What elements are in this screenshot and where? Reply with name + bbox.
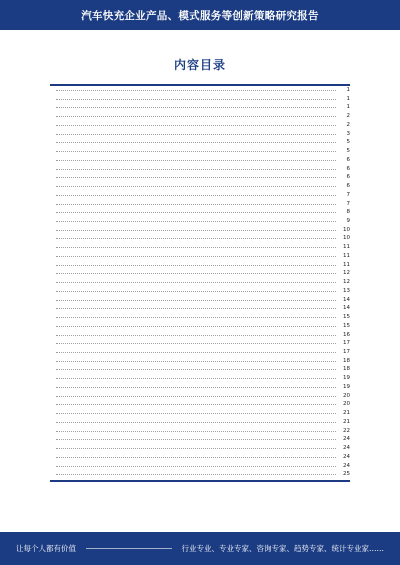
toc-leader (56, 422, 336, 423)
toc-entry-page: 15 (343, 314, 350, 321)
footer-tagline: 行业专业、专业专家、咨询专家、趋势专家、统计专业家…… (181, 544, 384, 553)
toc-entry-page: 14 (343, 296, 350, 303)
toc-leader (56, 99, 336, 100)
toc-heading: 内容目录 (173, 58, 226, 72)
toc-leader (56, 107, 336, 108)
toc-entry-page: 7 (346, 200, 350, 207)
toc-leader (56, 335, 336, 336)
toc-entry-page: 5 (346, 139, 350, 146)
toc-entry[interactable] (50, 296, 350, 305)
toc-leader (56, 387, 336, 388)
toc-leader (56, 160, 336, 161)
toc-entry[interactable] (50, 462, 350, 471)
toc-entry[interactable] (50, 103, 350, 112)
toc-entry-page: 21 (343, 418, 350, 425)
toc-entry[interactable] (50, 278, 350, 287)
toc-entry-page: 5 (346, 148, 350, 155)
toc-entry[interactable] (50, 304, 350, 313)
toc-entry[interactable] (50, 147, 350, 156)
toc-entry-page: 9 (346, 218, 350, 224)
toc-entry[interactable] (50, 165, 350, 174)
toc-entry-page: 2 (346, 113, 350, 120)
toc-entry[interactable] (50, 191, 350, 200)
toc-entry[interactable] (50, 418, 350, 427)
toc-entry-page: 14 (343, 305, 350, 312)
toc-entry[interactable] (50, 339, 350, 348)
toc-entry-page: 17 (343, 349, 350, 355)
toc-entry-page: 8 (346, 209, 350, 216)
toc-entry-page: 10 (343, 226, 350, 233)
toc-leader (56, 308, 336, 309)
toc-entry[interactable] (50, 182, 350, 191)
toc-entry[interactable] (50, 365, 350, 374)
toc-entry-page: 17 (343, 340, 350, 347)
toc-entry-page: 6 (346, 165, 350, 172)
toc-entry[interactable] (50, 226, 350, 235)
toc-entry-page: 1 (346, 104, 350, 111)
toc-leader (56, 169, 336, 170)
toc-entry[interactable] (50, 86, 350, 95)
toc-entry-page: 20 (343, 401, 350, 408)
toc-entry[interactable] (50, 243, 350, 252)
toc-entry-page: 18 (343, 366, 350, 373)
toc-entry[interactable] (50, 112, 350, 121)
footer-divider (86, 548, 172, 549)
toc-entry-page: 3 (346, 130, 350, 137)
toc-entry-page: 19 (343, 383, 350, 390)
toc-leader (56, 431, 336, 432)
toc-entry[interactable] (50, 234, 350, 243)
report-header (0, 0, 400, 30)
toc-leader (56, 326, 336, 327)
toc-leader (56, 439, 336, 440)
toc-entry-page: 1 (346, 95, 350, 102)
toc-entry[interactable] (50, 95, 350, 104)
toc-leader (56, 265, 336, 266)
toc-leader (56, 134, 336, 135)
toc-entry-page: 24 (343, 436, 350, 443)
toc-entry-page: 16 (343, 331, 350, 338)
toc-entry-page: 7 (346, 191, 350, 198)
toc-leader (56, 317, 336, 318)
toc-entry[interactable] (50, 400, 350, 409)
toc-leader (56, 247, 336, 248)
toc-entry[interactable] (50, 313, 350, 322)
table-of-contents (50, 84, 350, 482)
toc-leader (56, 404, 336, 405)
toc-entry[interactable] (50, 348, 350, 357)
toc-entry-page: 11 (343, 244, 350, 251)
toc-entry[interactable] (50, 322, 350, 331)
toc-entry[interactable] (50, 156, 350, 165)
toc-leader (56, 90, 336, 91)
toc-leader (56, 448, 336, 449)
toc-leader (56, 273, 336, 274)
toc-leader (56, 256, 336, 257)
toc-entry[interactable] (50, 444, 350, 453)
toc-entry[interactable] (50, 287, 350, 296)
toc-leader (56, 204, 336, 205)
toc-entry[interactable] (50, 121, 350, 130)
toc-entry[interactable] (50, 269, 350, 278)
toc-entry[interactable] (50, 252, 350, 261)
toc-entry-page: 11 (343, 261, 350, 268)
toc-entry-page: 20 (343, 392, 350, 399)
toc-leader (56, 343, 336, 344)
toc-entry-page: 11 (343, 252, 350, 259)
toc-leader (56, 457, 336, 458)
toc-entry-page: 19 (343, 375, 350, 382)
toc-entry[interactable] (50, 435, 350, 444)
toc-leader (56, 352, 336, 353)
toc-entry-page: 12 (343, 270, 350, 277)
toc-entry-page: 24 (343, 462, 350, 469)
toc-entry[interactable] (50, 470, 350, 479)
toc-entry-page: 15 (343, 322, 350, 329)
toc-entry-page: 6 (346, 174, 350, 181)
toc-entry-page: 13 (343, 287, 350, 294)
toc-entry[interactable] (50, 427, 350, 436)
toc-entry-page: 21 (343, 410, 350, 417)
toc-leader (56, 300, 336, 301)
toc-entry-page: 10 (343, 235, 350, 242)
toc-entry[interactable] (50, 130, 350, 139)
toc-entry[interactable] (50, 200, 350, 209)
toc-entry[interactable] (50, 217, 350, 226)
toc-entry-page: 6 (346, 183, 350, 190)
toc-leader (56, 116, 336, 117)
toc-leader (56, 177, 336, 178)
toc-entry[interactable] (50, 208, 350, 217)
toc-leader (56, 291, 336, 292)
toc-leader (56, 151, 336, 152)
toc-entry-page: 12 (343, 279, 350, 286)
toc-entry-page: 24 (343, 453, 350, 460)
toc-entry-page: 6 (346, 156, 350, 163)
toc-leader (56, 282, 336, 283)
toc-leader (56, 466, 336, 467)
toc-leader (56, 369, 336, 370)
toc-entry[interactable] (50, 374, 350, 383)
toc-entry[interactable] (50, 261, 350, 270)
toc-leader (56, 361, 336, 362)
report-title: 汽车快充企业产品、模式服务等创新策略研究报告 (81, 9, 319, 22)
toc-leader (56, 221, 336, 222)
toc-leader (56, 212, 336, 213)
footer-slogan: 让每个人都有价值 (16, 544, 76, 553)
toc-entry[interactable] (50, 331, 350, 340)
toc-leader (56, 413, 336, 414)
toc-entry-page: 18 (343, 357, 350, 364)
toc-entry-page: 2 (346, 121, 350, 128)
toc-leader (56, 186, 336, 187)
toc-leader (56, 125, 336, 126)
toc-leader (56, 238, 336, 239)
toc-entry[interactable] (50, 392, 350, 401)
toc-entry[interactable] (50, 383, 350, 392)
toc-entry[interactable] (50, 138, 350, 147)
toc-entry-page: 22 (343, 427, 350, 434)
toc-entry[interactable] (50, 453, 350, 462)
toc-entry[interactable] (50, 173, 350, 182)
toc-leader (56, 142, 336, 143)
toc-leader (56, 474, 336, 475)
toc-entry[interactable] (50, 409, 350, 418)
toc-leader (56, 396, 336, 397)
toc-leader (56, 378, 336, 379)
toc-entry-page: 1 (346, 87, 350, 93)
toc-entry-page: 25 (343, 471, 350, 478)
toc-entry[interactable] (50, 357, 350, 366)
toc-leader (56, 230, 336, 231)
toc-entry-page: 24 (343, 445, 350, 452)
toc-leader (56, 195, 336, 196)
report-footer (0, 532, 400, 565)
